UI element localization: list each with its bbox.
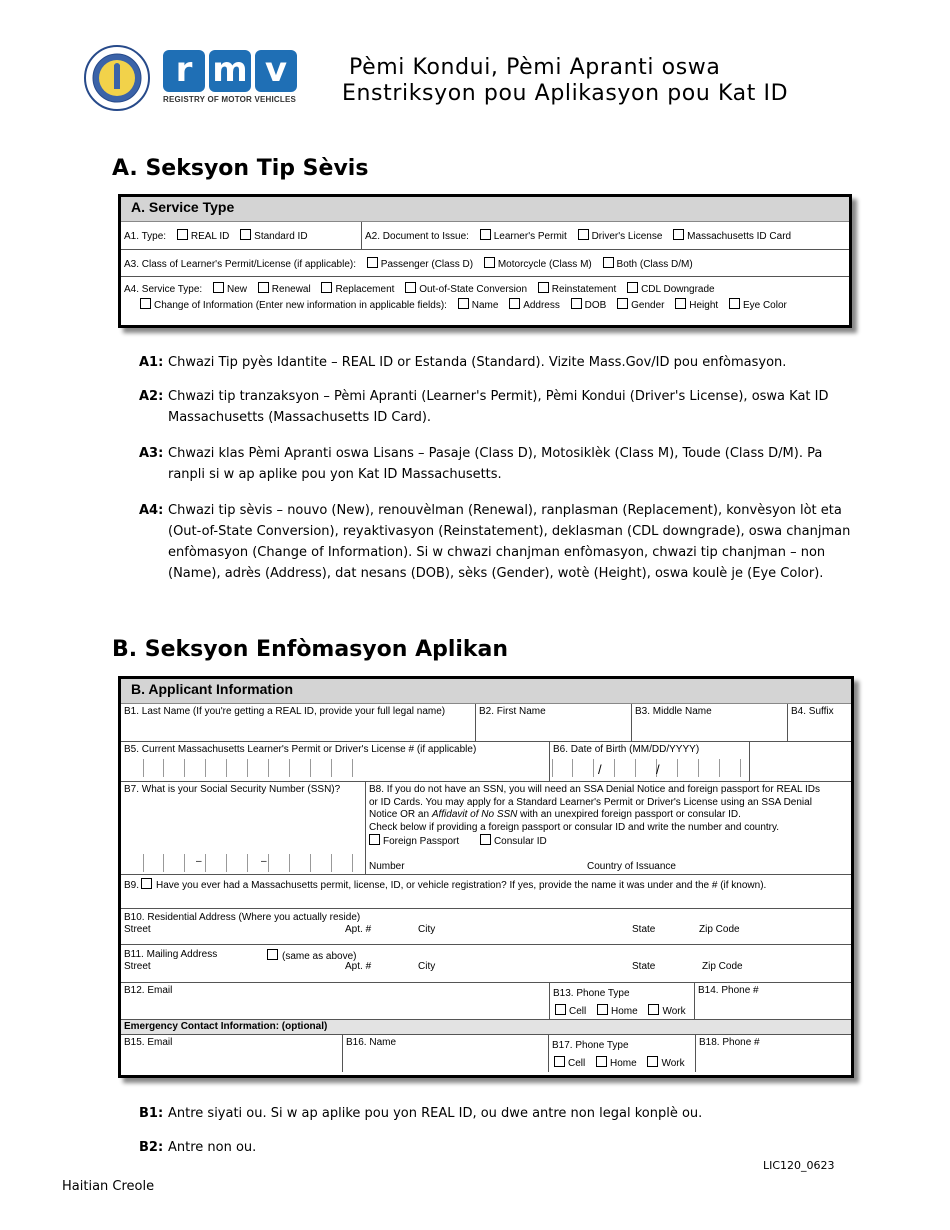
b18-label: B18. Phone # (699, 1037, 760, 1048)
email-field[interactable] (121, 983, 549, 1019)
instruction-label: A4: (139, 503, 164, 518)
first-name-field[interactable] (475, 704, 631, 741)
b12-label: B12. Email (124, 985, 173, 996)
dob-field[interactable] (549, 742, 749, 781)
rmv-letter-m: m (209, 50, 251, 92)
b8-line3a: Notice OR an (369, 809, 432, 820)
dob-slash-1: / (598, 762, 602, 777)
license-number-field[interactable] (121, 742, 549, 781)
b11-label: B11. Mailing Address (124, 949, 218, 960)
applicant-info-form (118, 676, 854, 1078)
phone-number-field[interactable] (694, 983, 851, 1019)
checkbox-gender[interactable] (617, 298, 628, 309)
b3-label: B3. Middle Name (635, 706, 712, 717)
opt-drivers-license: Driver's License (591, 231, 663, 242)
res-apt-label: Apt. # (345, 924, 372, 935)
opt-em-phone-work: Work (661, 1058, 685, 1069)
b13-label: B13. Phone Type (553, 988, 630, 999)
state-seal (84, 45, 150, 111)
opt-out-of-state: Out-of-State Conversion (419, 284, 528, 295)
dob-boxes (552, 759, 741, 777)
opt-class-m: Motorcycle (Class M) (497, 259, 592, 270)
no-ssn-field (365, 782, 851, 874)
opt-phone-work: Work (662, 1006, 686, 1017)
country-of-issuance-label: Country of Issuance (587, 861, 676, 872)
checkbox-consular-id[interactable] (480, 834, 491, 845)
instruction-text: Chwazi tip tranzaksyon – Pèmi Apranti (Learner's Permit), Pèmi Kondui (Driver's License), oswa Kat ID Massachusetts (Massachusetts ID Card). (168, 389, 829, 425)
suffix-field[interactable] (787, 704, 851, 741)
checkbox-learners-permit[interactable] (480, 229, 491, 240)
checkbox-same-as-above[interactable] (267, 949, 278, 960)
mail-street-label: Street (124, 961, 151, 972)
checkbox-renewal[interactable] (258, 282, 269, 293)
mailing-address-field[interactable] (121, 945, 851, 982)
ssn-dash-2: – (261, 856, 267, 867)
instruction-a4 (139, 500, 859, 584)
b17-label: B17. Phone Type (552, 1040, 629, 1051)
b16-label: B16. Name (346, 1037, 397, 1048)
rmv-logo (163, 50, 299, 108)
dob-slash-2: / (656, 762, 660, 777)
b8-line4: Check below if providing a foreign passport or consular ID and write the number and country. (369, 821, 780, 833)
opt-class-d: Passenger (Class D) (380, 259, 474, 270)
instruction-label: A3: (139, 446, 164, 461)
license-number-boxes (143, 759, 353, 777)
opt-em-phone-home: Home (610, 1058, 637, 1069)
opt-foreign-passport: Foreign Passport (383, 836, 460, 847)
opt-new: New (226, 284, 247, 295)
ssn-field[interactable] (121, 782, 365, 874)
emergency-contact-heading: Emergency Contact Information: (optional) (124, 1021, 328, 1032)
opt-reinstatement: Reinstatement (551, 284, 617, 295)
b1-label: B1. Last Name (If you're getting a REAL ID, provide your full legal name) (124, 706, 446, 717)
page-title-line1: Pèmi Kondui, Pèmi Apranti oswa (349, 55, 721, 80)
checkbox-em-phone-work[interactable] (647, 1056, 658, 1067)
section-a-heading: A. Seksyon Tip Sèvis (112, 156, 369, 181)
res-state-label: State (632, 924, 656, 935)
checkbox-change-info[interactable] (140, 298, 151, 309)
service-type-form (118, 194, 852, 328)
opt-ma-id-card: Massachusetts ID Card (687, 231, 792, 242)
b8-affidavit: Affidavit of No SSN (431, 809, 518, 820)
opt-em-phone-cell: Cell (568, 1058, 586, 1069)
opt-change-info: Change of Information (Enter new information in applicable fields): (154, 300, 447, 311)
instruction-b1 (139, 1103, 859, 1124)
opt-renewal: Renewal (271, 284, 311, 295)
row-b7-b8 (121, 782, 851, 875)
b15-label: B15. Email (124, 1037, 173, 1048)
checkbox-em-phone-home[interactable] (596, 1056, 607, 1067)
a1-label: A1. Type: (124, 231, 167, 242)
emergency-name-field[interactable] (342, 1035, 548, 1072)
b2-label: B2. First Name (479, 706, 546, 717)
rmv-letter-v: v (255, 50, 297, 92)
emergency-email-field[interactable] (121, 1035, 342, 1072)
mail-state-label: State (632, 961, 656, 972)
res-zip-label: Zip Code (699, 924, 740, 935)
checkbox-em-phone-cell[interactable] (554, 1056, 565, 1067)
checkbox-drivers-license[interactable] (578, 229, 589, 240)
b8-line3 (369, 809, 848, 822)
checkbox-class-dm[interactable] (603, 257, 614, 268)
middle-name-field[interactable] (631, 704, 787, 741)
ssn-dash-1: – (196, 856, 202, 867)
instruction-text: Antre siyati ou. Si w ap aplike pou yon REAL ID, ou dwe antre non legal konplè ou. (168, 1106, 703, 1121)
row-emergency (121, 1020, 851, 1035)
passport-number-label: Number (369, 861, 405, 872)
form-code: LIC120_0623 (763, 1159, 835, 1172)
instruction-a1 (139, 352, 859, 373)
instruction-label: A2: (139, 389, 164, 404)
opt-replacement: Replacement (335, 284, 395, 295)
a3-label: A3. Class of Learner's Permit/License (if applicable): (124, 259, 357, 270)
res-city-label: City (418, 924, 436, 935)
ssn-boxes (143, 854, 353, 872)
b9-text: Have you ever had a Massachusetts permit, license, ID, or vehicle registration? If yes, provide the name it was under and the # (if known). (156, 880, 767, 891)
opt-eye-color: Eye Color (742, 300, 787, 311)
empty-cell (749, 742, 851, 781)
service-type-title: A. Service Type (121, 197, 849, 222)
opt-standard-id: Standard ID (254, 231, 308, 242)
row-b15-b18 (121, 1035, 851, 1072)
page-title-line2: Enstriksyon pou Aplikasyon pou Kat ID (342, 81, 789, 106)
row-a4 (121, 277, 849, 322)
checkbox-name[interactable] (458, 298, 469, 309)
mail-zip-label: Zip Code (702, 961, 743, 972)
b14-label: B14. Phone # (698, 985, 759, 996)
checkbox-class-m[interactable] (484, 257, 495, 268)
checkbox-prior-registration[interactable] (141, 878, 152, 889)
checkbox-address[interactable] (509, 298, 520, 309)
instruction-label: A1: (139, 355, 164, 370)
row-b9 (121, 875, 851, 909)
b6-label: B6. Date of Birth (MM/DD/YYYY) (553, 744, 700, 755)
section-b-heading: B. Seksyon Enfòmasyon Aplikan (112, 637, 509, 662)
b8-line2: or ID Cards. You may apply for a Standard Learner's Permit or Driver's License using an SSA Denial (369, 796, 812, 808)
emergency-phone-type-field (548, 1035, 695, 1072)
res-street-label: Street (124, 924, 151, 935)
residential-address-field[interactable] (121, 909, 851, 944)
checkbox-ma-id-card[interactable] (673, 229, 684, 240)
b8-line3c: with an unexpired foreign passport or consular ID. (517, 809, 741, 820)
checkbox-class-d[interactable] (367, 257, 378, 268)
checkbox-new[interactable] (213, 282, 224, 293)
opt-phone-home: Home (611, 1006, 638, 1017)
applicant-info-title: B. Applicant Information (121, 679, 851, 704)
opt-dob: DOB (584, 300, 607, 311)
phone-type-field (549, 983, 694, 1019)
instruction-b2 (139, 1137, 859, 1158)
row-b12-b14 (121, 983, 851, 1020)
checkbox-real-id[interactable] (177, 229, 188, 240)
row-b10 (121, 909, 851, 945)
checkbox-eye-color[interactable] (729, 298, 740, 309)
instruction-text: Chwazi tip sèvis – nouvo (New), renouvèlman (Renewal), ranplasman (Replacement), konvèsyon lòt eta (Out-of-State Conversion), reyaktivasyon (Reinstatement), deklasman (CDL downgrade), oswa chanjman enfòmasyon (Change of Information). Si w chwazi chanjman enfòmasyon, chwazi tip chanjman – non (Name), adrès (Address), dat nesans (DOB), sèks (Gender), wotè (Height), oswa koulè je (Eye Color). (168, 503, 851, 581)
opt-name: Name (471, 300, 499, 311)
checkbox-phone-work[interactable] (648, 1004, 659, 1015)
opt-address: Address (523, 300, 560, 311)
seal-icon (84, 45, 150, 111)
same-as-above-label: (same as above) (282, 951, 357, 962)
opt-height: Height (689, 300, 719, 311)
rmv-subtitle: REGISTRY OF MOTOR VEHICLES (163, 95, 297, 104)
instruction-label: B2: (139, 1140, 164, 1155)
row-b5-b6 (121, 742, 851, 782)
opt-gender: Gender (631, 300, 665, 311)
mail-city-label: City (418, 961, 436, 972)
checkbox-dob[interactable] (571, 298, 582, 309)
rmv-letter-r: r (163, 50, 205, 92)
checkbox-phone-cell[interactable] (555, 1004, 566, 1015)
row-b1-b4 (121, 704, 851, 742)
b8-line1: B8. If you do not have an SSN, you will need an SSA Denial Notice and foreign passport for REAL IDs (369, 784, 820, 795)
b5-label: B5. Current Massachusetts Learner's Permit or Driver's License # (if applicable) (124, 744, 477, 755)
a2-label: A2. Document to Issue: (365, 231, 469, 242)
instruction-a2 (139, 386, 859, 428)
row-a1-a2 (121, 222, 849, 250)
instruction-a3 (139, 443, 859, 485)
b7-label: B7. What is your Social Security Number (SSN)? (124, 784, 341, 795)
row-b11 (121, 945, 851, 983)
checkbox-cdl-downgrade[interactable] (627, 282, 638, 293)
a4-label: A4. Service Type: (124, 284, 203, 295)
opt-consular-id: Consular ID (493, 836, 547, 847)
opt-cdl-downgrade: CDL Downgrade (641, 284, 715, 295)
instruction-text: Chwazi klas Pèmi Apranti oswa Lisans – Pasaje (Class D), Motosiklèk (Class M), Toude (Class D/M). Pa ranpli si w ap aplike pou yon Kat ID Massachusetts. (168, 446, 823, 482)
opt-class-dm: Both (Class D/M) (616, 259, 693, 270)
checkbox-foreign-passport[interactable] (369, 834, 380, 845)
last-name-field[interactable] (121, 704, 475, 741)
mail-apt-label: Apt. # (345, 961, 372, 972)
language-label: Haitian Creole (62, 1179, 155, 1194)
b9-label: B9. (124, 880, 140, 891)
opt-real-id: REAL ID (190, 231, 230, 242)
row-a3 (121, 250, 849, 277)
instruction-label: B1: (139, 1106, 164, 1121)
checkbox-replacement[interactable] (321, 282, 332, 293)
b10-label: B10. Residential Address (Where you actually reside) (124, 912, 361, 923)
checkbox-out-of-state[interactable] (405, 282, 416, 293)
checkbox-reinstatement[interactable] (538, 282, 549, 293)
emergency-phone-number-field[interactable] (695, 1035, 851, 1072)
opt-learners-permit: Learner's Permit (493, 231, 567, 242)
instruction-text: Chwazi Tip pyès Idantite – REAL ID or Estanda (Standard). Vizite Mass.Gov/ID pou enfòmasyon. (168, 355, 787, 370)
checkbox-height[interactable] (675, 298, 686, 309)
b4-label: B4. Suffix (791, 706, 834, 717)
checkbox-phone-home[interactable] (597, 1004, 608, 1015)
opt-phone-cell: Cell (569, 1006, 587, 1017)
checkbox-standard-id[interactable] (240, 229, 251, 240)
instruction-text: Antre non ou. (168, 1140, 257, 1155)
